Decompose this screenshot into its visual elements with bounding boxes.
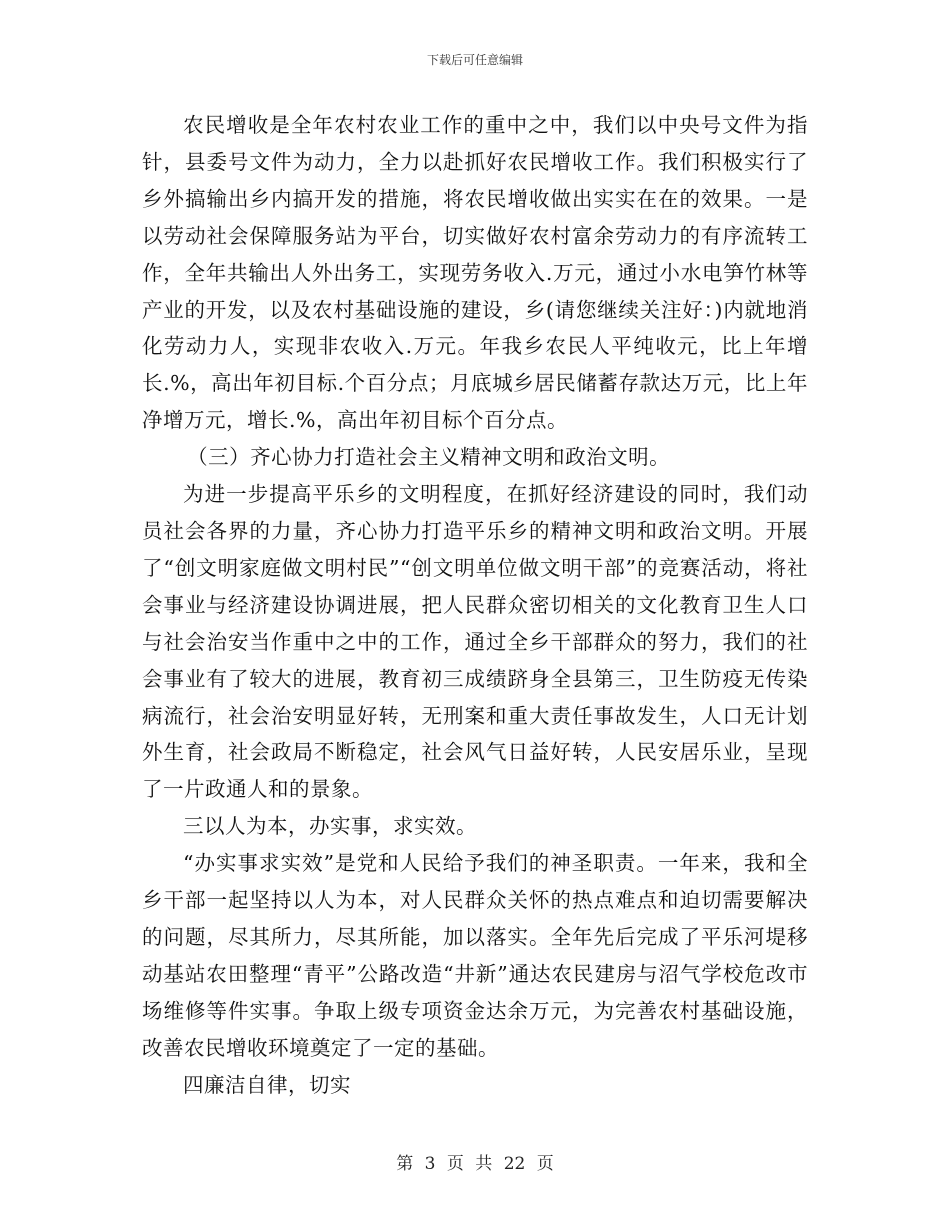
document-body — [142, 107, 808, 1103]
page-header: 下载后可任意编辑 — [426, 53, 523, 67]
paragraph-farmer-income: 农民增收是全年农村农业工作的重中之中，我们以中央号文件为指针，县委号文件为动力，全力以赴抓好农民增收工作。我们积极实行了乡外搞输出乡内搞开发的措施，将农民增收做出实实在在的效果。一是以劳动社会保障服务站为平台，切实做好农村富余劳动力的有序流转工作，全年共输出人外出务工，实现劳务收入.万元，通过小水电笋竹林等产业的开发，以及农村基础设施的建设，乡(请您继续关注好：)内就地消化劳动力人，实现非农收入.万元。年我乡农民人平纯收元，比上年增长.%，高出年初目标.个百分点；月底城乡居民储蓄存款达万元，比上年净增万元，增长.%，高出年初目标个百分点。 — [142, 113, 808, 433]
section-heading-people-oriented: 三以人为本，办实事，求实效。 — [183, 814, 477, 839]
paragraph-civilization: 为进一步提高平乐乡的文明程度，在抓好经济建设的同时，我们动员社会各界的力量，齐心协力打造平乐乡的精神文明和政治文明。开展了“创文明家庭做文明村民”“创文明单位做文明干部”的竞赛活动，将社会事业与经济建设协调进展，把人民群众密切相关的文化教育卫生人口与社会治安当作重中之中的工作，通过全乡干部群众的努力，我们的社会事业有了较大的进展，教育初三成绩跻身全县第三，卫生防疫无传染病流行，社会治安明显好转，无刑案和重大责任事故发生，人口无计划外生育，社会政局不断稳定，社会风气日益好转，人民安居乐业，呈现了一片政通人和的景象。 — [142, 482, 808, 802]
page-footer: 第 3 页 共 22 页 — [396, 1154, 554, 1174]
section-heading-integrity: 四廉洁自律，切实 — [183, 1072, 351, 1097]
paragraph-practical-work: “办实事求实效”是党和人民给予我们的神圣职责。一年来，我和全乡干部一起坚持以人为本，对人民群众关怀的热点难点和迫切需要解决的问题，尽其所力，尽其所能，加以落实。全年先后完成了平乐河堤移动基站农田整理“青平”公路改造“井新”通达农民建房与沼气学校危改市场维修等件实事。争取上级专项资金达余万元，为完善农村基础设施，改善农民增收环境奠定了一定的基础。 — [142, 851, 808, 1060]
section-heading-civilization: （三）齐心协力打造社会主义精神文明和政治文明。 — [187, 445, 671, 470]
